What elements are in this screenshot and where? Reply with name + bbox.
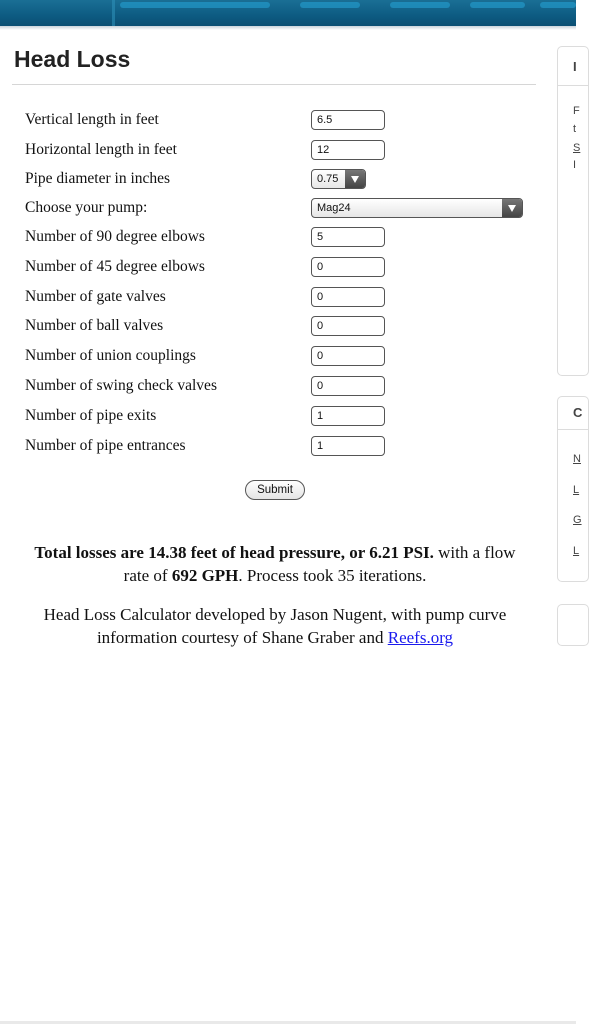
result-text [20, 541, 530, 587]
sidebar-panel-header [558, 47, 588, 86]
label-45-elbows: Number of 45 degree elbows [25, 258, 205, 275]
reefs-link[interactable]: Reefs.org [387, 628, 454, 647]
gate-valves-input[interactable]: 0 [311, 287, 385, 307]
result-suffix: . Process took 35 iterations. [238, 566, 427, 585]
result-mid4: GPH [197, 566, 239, 585]
label-90-elbows: Number of 90 degree elbows [25, 228, 205, 245]
elbows-90-input[interactable]: 5 [311, 227, 385, 247]
sidebar-link[interactable]: L [573, 545, 580, 557]
vertical-length-input[interactable]: 6.5 [311, 110, 385, 130]
pipe-entrances-input[interactable]: 1 [311, 436, 385, 456]
result-mid3: with a flow rate of [123, 543, 516, 585]
sidebar-text: t [573, 123, 577, 135]
label-horizontal-length: Horizontal length in feet [25, 141, 177, 158]
sidebar-link[interactable]: L [573, 484, 580, 496]
pump-select[interactable] [311, 198, 523, 218]
label-pipe-entrances: Number of pipe entrances [25, 437, 186, 454]
union-couplings-input[interactable]: 0 [311, 346, 385, 366]
sidebar-link[interactable]: G [573, 514, 582, 526]
banner-gloss [540, 2, 576, 8]
swing-check-valves-input[interactable]: 0 [311, 376, 385, 396]
title-divider [12, 84, 536, 85]
elbows-45-input[interactable]: 0 [311, 257, 385, 277]
sidebar-panel [557, 46, 589, 376]
result-feet: 14.38 [148, 543, 187, 562]
result-mid2: PSI. [398, 543, 434, 562]
label-swing-check-valves: Number of swing check valves [25, 377, 217, 394]
sidebar-panel [557, 604, 589, 646]
sidebar-text: F [573, 105, 580, 117]
label-gate-valves: Number of gate valves [25, 288, 166, 305]
ball-valves-input[interactable]: 0 [311, 316, 385, 336]
sidebar-link[interactable]: S [573, 142, 581, 154]
label-union-couplings: Number of union couplings [25, 347, 196, 364]
label-pipe-diameter: Pipe diameter in inches [25, 170, 171, 187]
sidebar-header-text: I [573, 59, 577, 74]
sidebar-panel [557, 396, 589, 582]
result-psi: 6.21 [369, 543, 399, 562]
dropdown-arrow-icon [345, 170, 365, 188]
label-pump: Choose your pump: [25, 199, 148, 216]
credit-text [20, 603, 530, 649]
sidebar-text: I [573, 159, 577, 171]
sidebar-panel-header [558, 397, 588, 430]
label-pipe-exits: Number of pipe exits [25, 407, 157, 424]
banner-gloss [470, 2, 525, 8]
submit-button[interactable]: Submit [245, 480, 305, 500]
pipe-diameter-select[interactable] [311, 169, 366, 189]
banner-gloss [390, 2, 450, 8]
pump-value: Mag24 [317, 202, 351, 214]
sidebar-link[interactable]: N [573, 453, 581, 465]
label-ball-valves: Number of ball valves [25, 317, 164, 334]
result-gph: 692 [171, 566, 198, 585]
sidebar-header-text: C [573, 405, 583, 420]
banner-divider [112, 0, 115, 26]
banner-gloss [120, 2, 270, 8]
pipe-diameter-value: 0.75 [317, 173, 339, 185]
result-prefix: Total losses are [34, 543, 149, 562]
page-title: Head Loss [14, 46, 131, 72]
banner-gloss [300, 2, 360, 8]
horizontal-length-input[interactable]: 12 [311, 140, 385, 160]
banner-shadow [0, 26, 576, 30]
site-banner [0, 0, 576, 26]
pipe-exits-input[interactable]: 1 [311, 406, 385, 426]
result-mid1: feet of head pressure, or [186, 543, 370, 562]
label-vertical-length: Vertical length in feet [25, 111, 159, 128]
credit-body: Head Loss Calculator developed by Jason Nugent, with pump curve information courtesy of Shane Graber and [43, 605, 507, 647]
dropdown-arrow-icon [502, 199, 522, 217]
